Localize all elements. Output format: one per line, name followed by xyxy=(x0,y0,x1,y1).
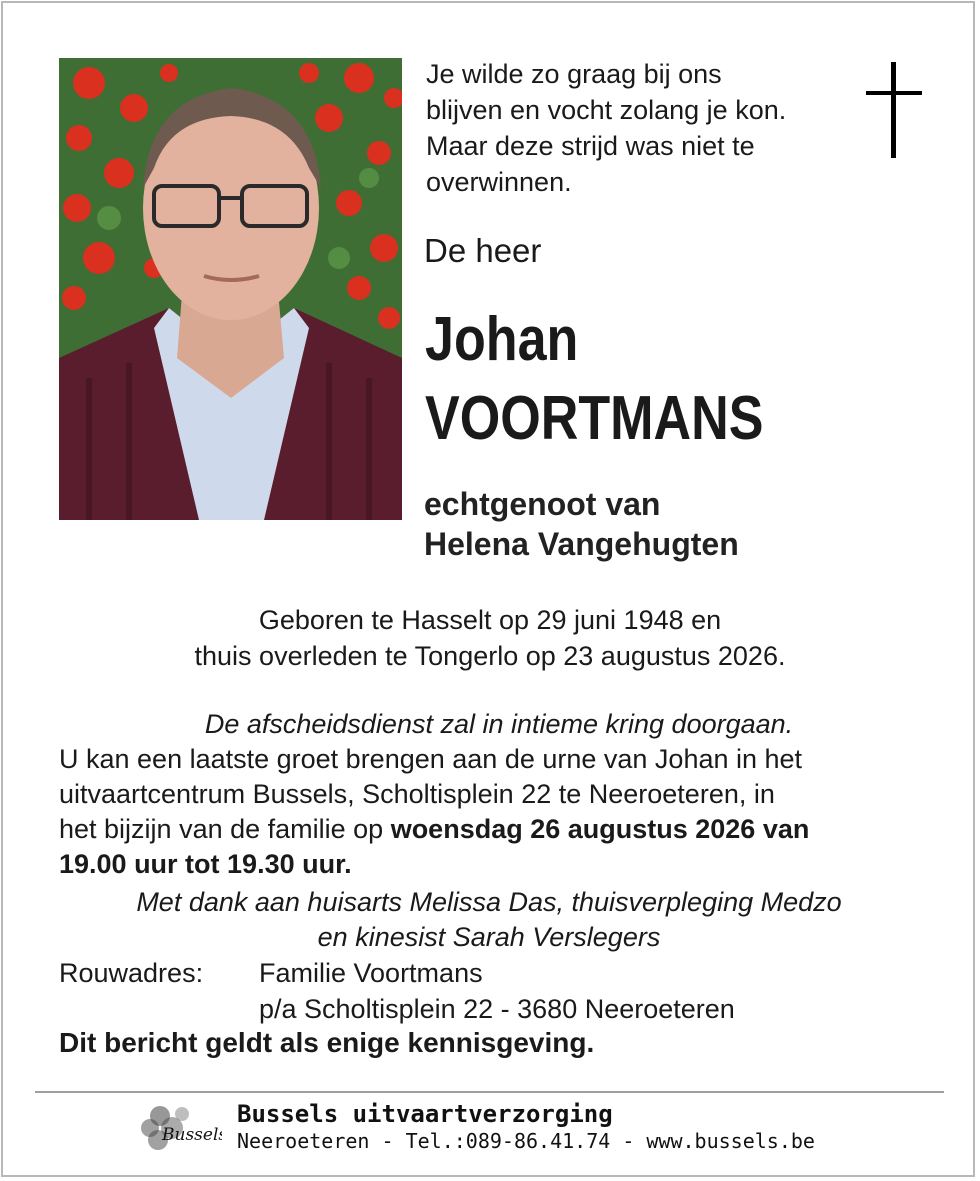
service-line xyxy=(59,847,939,882)
verse-line: Je wilde zo graag bij ons xyxy=(426,59,722,89)
service-time: 19.00 uur tot 19.30 uur. xyxy=(59,849,352,879)
birth-death-info xyxy=(0,602,980,674)
service-line: uitvaartcentrum Bussels, Scholtisplein 22 te Neeroeteren, in xyxy=(59,779,775,809)
verse-line: blijven en vocht zolang je kon. xyxy=(426,95,787,125)
mourning-address xyxy=(59,955,939,1027)
funeral-home-logo xyxy=(132,1100,222,1156)
address-line: Familie Voortmans xyxy=(259,958,483,988)
birth-line: Geboren te Hasselt op 29 juni 1948 en xyxy=(258,605,722,635)
service-text: het bijzijn van de familie op xyxy=(59,814,391,844)
honorific: De heer xyxy=(424,232,542,269)
thanks-line: Met dank aan huisarts Melissa Das, thuisverpleging Medzo xyxy=(136,887,842,917)
cross-icon xyxy=(866,62,922,158)
address-label: Rouwadres: xyxy=(59,958,204,988)
service-intro: De afscheidsdienst zal in intieme kring doorgaan. xyxy=(204,709,794,739)
spouse-info xyxy=(424,484,739,564)
service-info xyxy=(59,707,939,882)
logo-wordmark: Bussels xyxy=(162,1125,222,1145)
service-line: U kan een laatste groet brengen aan de urne van Johan in het xyxy=(59,744,803,774)
last-name: VOORTMANS xyxy=(425,384,764,453)
first-name: Johan xyxy=(425,305,579,374)
thanks-line: en kinesist Sarah Verslegers xyxy=(317,922,661,952)
funeral-home-name: Bussels uitvaartverzorging xyxy=(237,1100,613,1128)
verse-line: Maar deze strijd was niet te xyxy=(426,131,755,161)
footer-divider xyxy=(35,1091,944,1093)
funeral-home-contact: Neeroeteren - Tel.:089-86.41.74 - www.bussels.be xyxy=(237,1129,815,1153)
spouse-relation: echtgenoot van xyxy=(424,486,661,522)
address-line: p/a Scholtisplein 22 - 3680 Neeroeteren xyxy=(259,994,735,1024)
death-line: thuis overleden te Tongerlo op 23 augustus 2026. xyxy=(194,641,786,671)
spouse-name: Helena Vangehugten xyxy=(424,526,739,562)
verse-line: overwinnen. xyxy=(426,167,572,197)
service-line xyxy=(59,812,939,847)
acknowledgements xyxy=(59,885,919,955)
service-date: woensdag 26 augustus 2026 van xyxy=(390,814,810,844)
memorial-verse xyxy=(426,56,856,200)
portrait-photo xyxy=(59,58,402,520)
notice-statement: Dit bericht geldt als enige kennisgeving. xyxy=(59,1027,595,1058)
